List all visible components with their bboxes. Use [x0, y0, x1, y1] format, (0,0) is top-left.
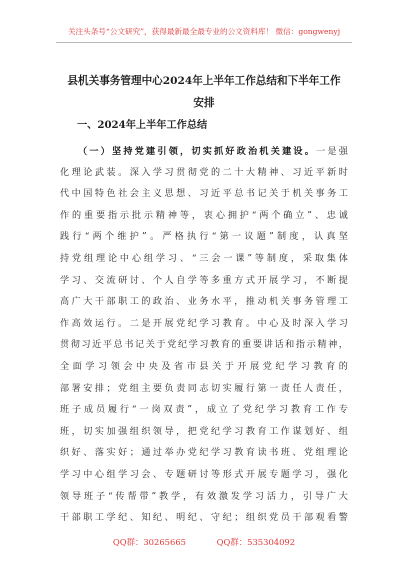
body-line: 贯彻习近平总书记关于党纪学习教育的重要讲话和指示精神，	[60, 340, 348, 351]
body-line: 部署安排；党组主要负责同志切实履行第一责任人责任，	[60, 383, 348, 394]
body-line: 学习、交流研讨、个人自学等多重方式开展学习，不断提	[60, 275, 348, 286]
body-line: 学习中心组学习会、专题研讨等形式开展专题学习，强化	[60, 469, 348, 480]
body-line: 干部职工学纪、知纪、明纪、守纪；组织党员干部观看警	[60, 513, 348, 524]
document-body	[60, 141, 348, 530]
header-divider	[56, 42, 352, 43]
body-line: 班，切实加强组织领导，把党纪学习教育工作谋划好、组	[60, 426, 348, 437]
paragraph-heading: （一）坚持党建引领，切实抓好政治机关建设。	[78, 146, 317, 157]
body-line: 全面学习领会中央及省市县关于开展党纪学习教育的	[60, 361, 348, 372]
paragraph-first-line	[60, 141, 348, 163]
document-title-line-1: 县机关事务管理中心2024年上半年工作总结和下半年工作	[67, 75, 341, 87]
footer-qq-group-2: QQ群：535304092	[216, 537, 296, 547]
body-line: 作的重要指示批示精神等，衷心拥护“两个确立”、忠诚	[60, 210, 348, 221]
footer-qq-group-1: QQ群：30265665	[112, 537, 186, 547]
body-line: 代中国特色社会主义思想、习近平总书记关于机关事务工	[60, 189, 348, 200]
body-line: 持党组理论中心组学习、“三会一课”等制度，采取集体	[60, 253, 348, 264]
body-line: 班子成员履行“一岗双责”，成立了党纪学习教育工作专	[60, 405, 348, 416]
document-title-line-2: 安排	[193, 97, 215, 109]
body-line: 践行“两个维护”。严格执行“第一议题”制度，认真坚	[60, 232, 348, 243]
body-line: 作高效运行。二是开展党纪学习教育。中心及时深入学习	[60, 318, 348, 329]
body-line: 高广大干部职工的政治、业务水平，推动机关事务管理工	[60, 297, 348, 308]
document-title	[60, 70, 348, 114]
section-heading: 一、2024年上半年工作总结	[77, 119, 208, 131]
body-line: 化理论武装。深入学习贯彻党的二十大精神、习近平新时	[60, 167, 348, 178]
footer-contact	[0, 536, 408, 548]
paragraph-intro: 一是强	[316, 147, 348, 157]
body-line: 织好、落实好；通过举办党纪学习教育读书班、党组理论	[60, 448, 348, 459]
body-line: 领导班子“传帮带”教学，有效激发学习活力，引导广大	[60, 491, 348, 502]
header-promo-note: 关注头条号“公文研究”，获得最新最全最专业的公文资料库！ 微信：gongwenyj	[67, 27, 341, 36]
